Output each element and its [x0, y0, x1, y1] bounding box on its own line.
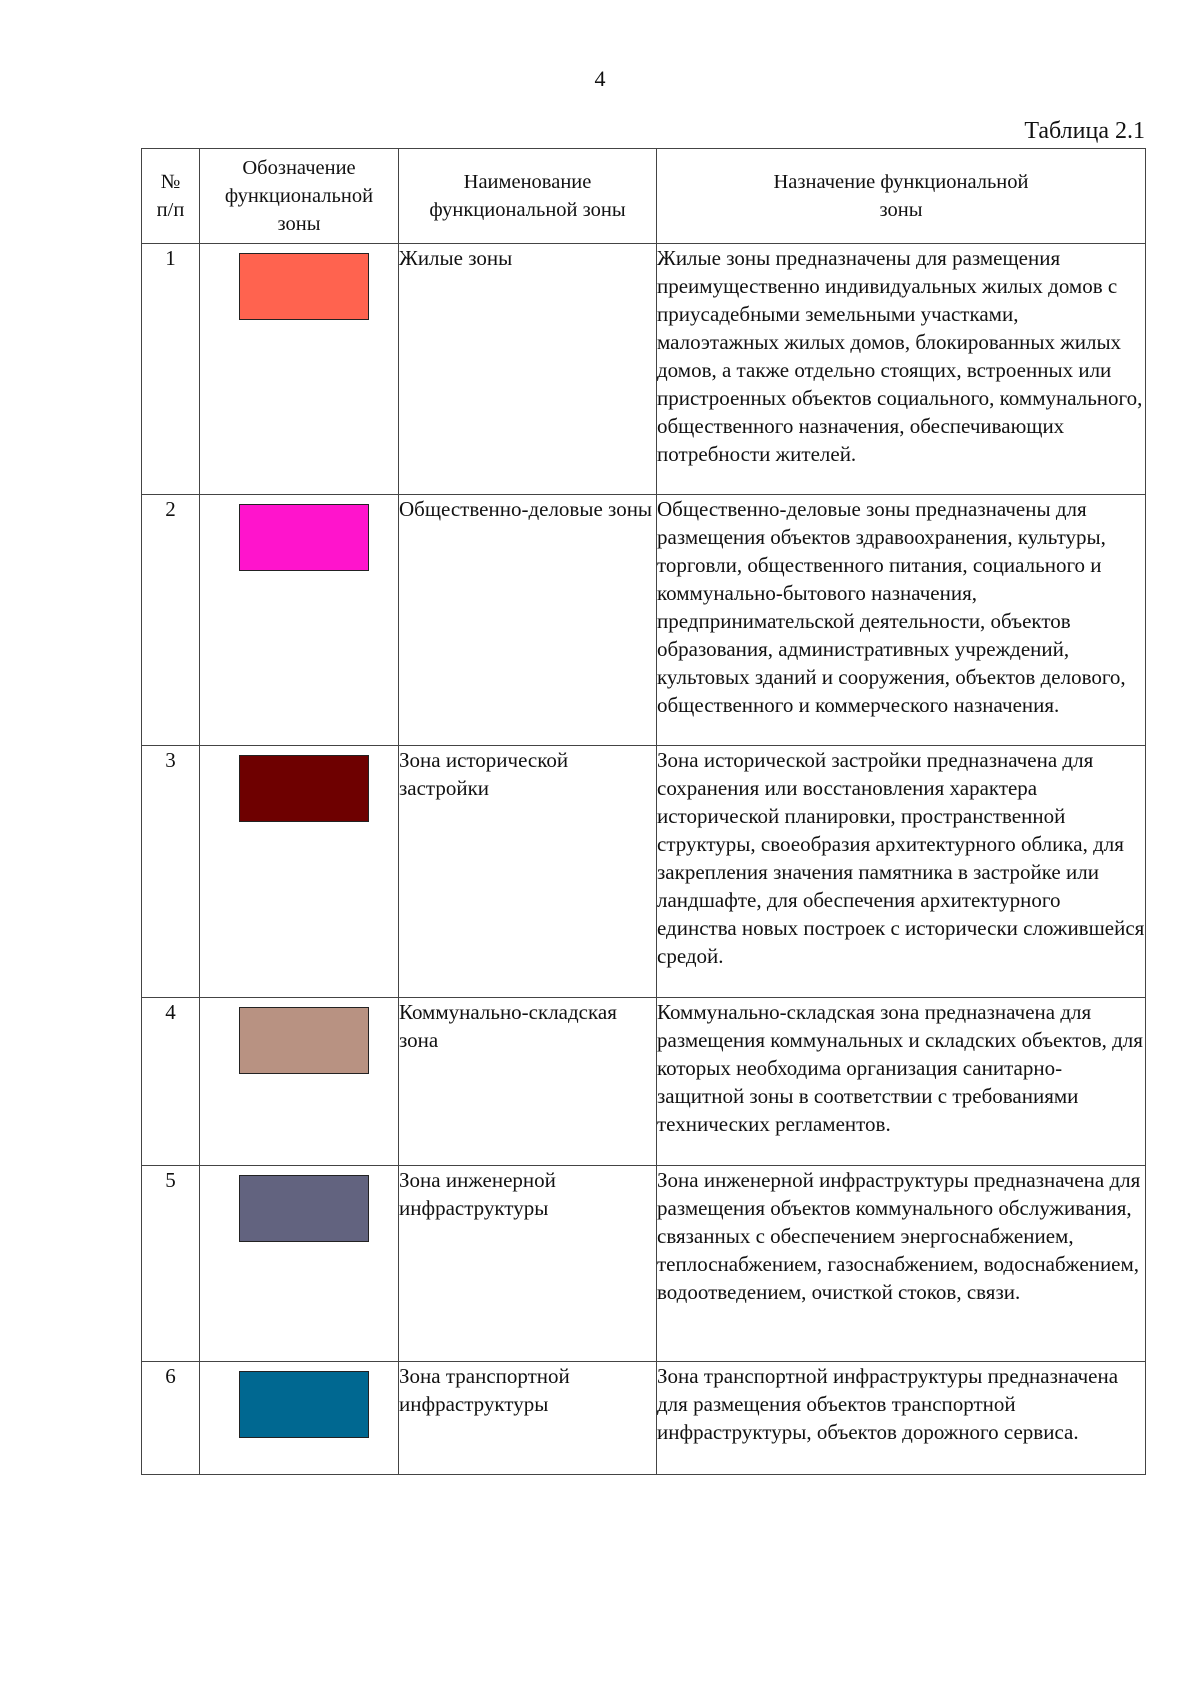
zone-color-swatch	[239, 504, 369, 571]
row-number: 1	[142, 244, 200, 495]
designation-cell	[200, 1362, 399, 1475]
zone-name: Жилые зоны	[399, 244, 657, 495]
designation-cell	[200, 998, 399, 1166]
table-row	[142, 1166, 1146, 1362]
zone-description: Общественно-деловые зоны предназначены для размещения объектов здравоохранения, культуры, торговли, общественного питания, социального и коммунально-бытового назначения, предпринимательской деятельности, объектов образования, административных учреждений, культовых зданий и сооружения, объектов делового, общественного и коммерческого назначения.	[657, 495, 1146, 746]
designation-cell	[200, 244, 399, 495]
header-num	[142, 149, 200, 244]
zone-name: Коммунально-складская зона	[399, 998, 657, 1166]
header-designation: Обозначение функциональной зоны	[200, 149, 399, 244]
row-number: 2	[142, 495, 200, 746]
table-row	[142, 998, 1146, 1166]
designation-cell	[200, 495, 399, 746]
table-header-row	[142, 149, 1146, 244]
zone-name: Общественно-деловые зоны	[399, 495, 657, 746]
zone-description: Зона исторической застройки предназначена для сохранения или восстановления характера исторической планировки, пространственной структуры, своеобразия архитектурного облика, для закрепления значения памятника в застройке или ландшафте, для обеспечения архитектурного единства новых построек с исторически сложившейся средой.	[657, 746, 1146, 998]
row-number: 5	[142, 1166, 200, 1362]
header-num-symbol: №	[160, 171, 181, 193]
zone-description: Жилые зоны предназначены для размещения преимущественно индивидуальных жилых домов с приусадебными земельными участками, малоэтажных жилых домов, блокированных жилых домов, а также отдельно стоящих, встроенных или пристроенных объектов социального, коммунального, общественного назначения, обеспечивающих потребности жителей.	[657, 244, 1146, 495]
header-name: Наименование функциональной зоны	[399, 149, 657, 244]
functional-zones-table	[141, 148, 1146, 1475]
zone-description: Зона транспортной инфраструктуры предназначена для размещения объектов транспортной инфраструктуры, объектов дорожного сервиса.	[657, 1362, 1146, 1475]
zone-color-swatch	[239, 1175, 369, 1242]
table-row	[142, 244, 1146, 495]
zone-color-swatch	[239, 253, 369, 320]
page-number: 4	[594, 66, 606, 91]
zone-color-swatch	[239, 1371, 369, 1438]
zone-color-swatch	[239, 1007, 369, 1074]
row-number: 6	[142, 1362, 200, 1475]
table-row	[142, 746, 1146, 998]
row-number: 3	[142, 746, 200, 998]
table-caption: Таблица 2.1	[1024, 118, 1145, 144]
zone-description: Коммунально-складская зона предназначена для размещения коммунальных и складских объектов, для которых необходима организация санитарно-защитной зоны в соответствии с требованиями технических регламентов.	[657, 998, 1146, 1166]
table-row	[142, 495, 1146, 746]
designation-cell	[200, 1166, 399, 1362]
header-purpose: Назначение функциональной зоны	[657, 149, 1146, 244]
zone-name: Зона инженерной инфраструктуры	[399, 1166, 657, 1362]
zone-color-swatch	[239, 755, 369, 822]
table-row	[142, 1362, 1146, 1475]
designation-cell	[200, 746, 399, 998]
zone-name: Зона транспортной инфраструктуры	[399, 1362, 657, 1475]
header-num-abbr: п/п	[156, 199, 185, 221]
zone-name: Зона исторической застройки	[399, 746, 657, 998]
zone-description: Зона инженерной инфраструктуры предназначена для размещения объектов коммунального обслуживания, связанных с обеспечением энергоснабжением, теплоснабжением, газоснабжением, водоснабжением, водоотведением, очисткой стоков, связи.	[657, 1166, 1146, 1362]
row-number: 4	[142, 998, 200, 1166]
